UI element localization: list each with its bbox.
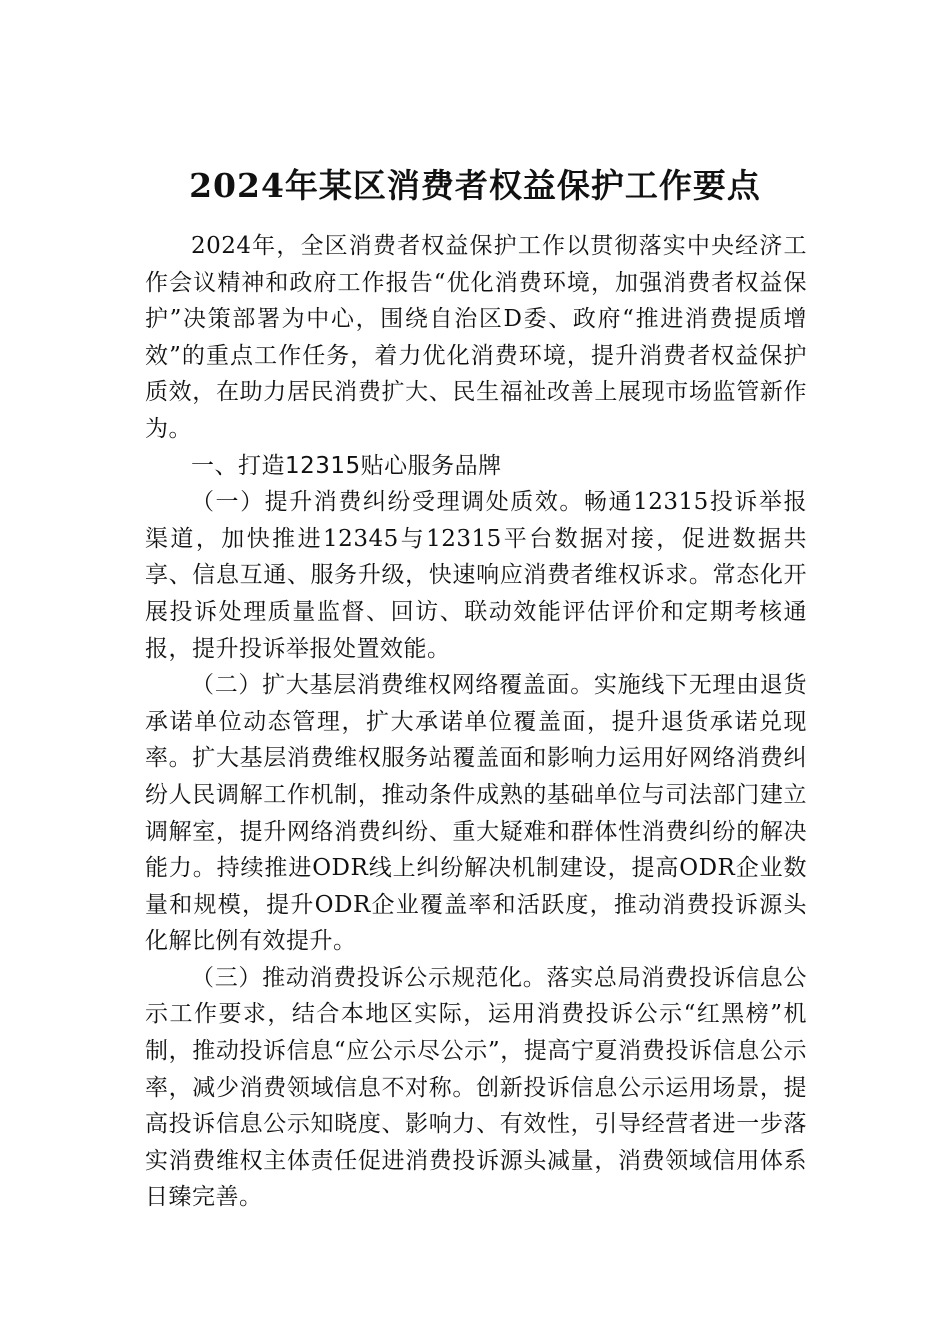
item-paragraph-3 (145, 960, 807, 1216)
item-lead-3: （三）推动消费投诉公示规范化。 (191, 964, 547, 991)
item-text-3: 落实总局消费投诉信息公示工作要求，结合本地区实际，运用消费投诉公示“红黑榜”机制，推动投诉信息“应公示尽公示”，提高宁夏消费投诉信息公示率，减少消费领域信息不对称。创新投诉信息公示运用场景，提高投诉信息公示知晓度、影响力、有效性，引导经营者进一步落实消费维权主体责任促进消费投诉源头减量，消费领域信用体系日臻完善。 (145, 964, 808, 1211)
item-lead-2: （二）扩大基层消费维权网络覆盖面。 (191, 672, 594, 699)
item-paragraph-1 (145, 484, 807, 667)
intro-paragraph: 2024年，全区消费者权益保护工作以贯彻落实中央经济工作会议精神和政府工作报告“优化消费环境，加强消费者权益保护”决策部署为中心，围绕自治区D委、政府“推进消费提质增效”的重点工作任务，着力优化消费环境，提升消费者权益保护质效，在助力居民消费扩大、民生福祉改善上展现市场监管新作为。 (145, 233, 807, 442)
item-text-2: 实施线下无理由退货承诺单位动态管理，扩大承诺单位覆盖面，提升退货承诺兑现率。扩大基层消费维权服务站覆盖面和影响力运用好网络消费纠纷人民调解工作机制，推动条件成熟的基础单位与司法部门建立调解室，提升网络消费纠纷、重大疑难和群体性消费纠纷的解决能力。持续推进ODR线上纠纷解决机制建设，提高ODR企业数量和规模，提升ODR企业覆盖率和活跃度，推动消费投诉源头化解比例有效提升。 (145, 672, 808, 955)
document-body (145, 228, 807, 1216)
item-text-1: 畅通12315投诉举报渠道，加快推进12345与12315平台数据对接，促进数据共享、信息互通、服务升级，快速响应消费者维权诉求。常态化开展投诉处理质量监督、回访、联动效能评估评价和定期考核通报，提升投诉举报处置效能。 (145, 489, 807, 662)
item-lead-1: （一）提升消费纠纷受理调处质效。 (191, 489, 584, 516)
item-paragraph-2 (145, 667, 807, 960)
document-title: 2024年某区消费者权益保护工作要点 (189, 166, 761, 205)
section-heading-1: 一、打造12315贴心服务品牌 (191, 452, 502, 479)
